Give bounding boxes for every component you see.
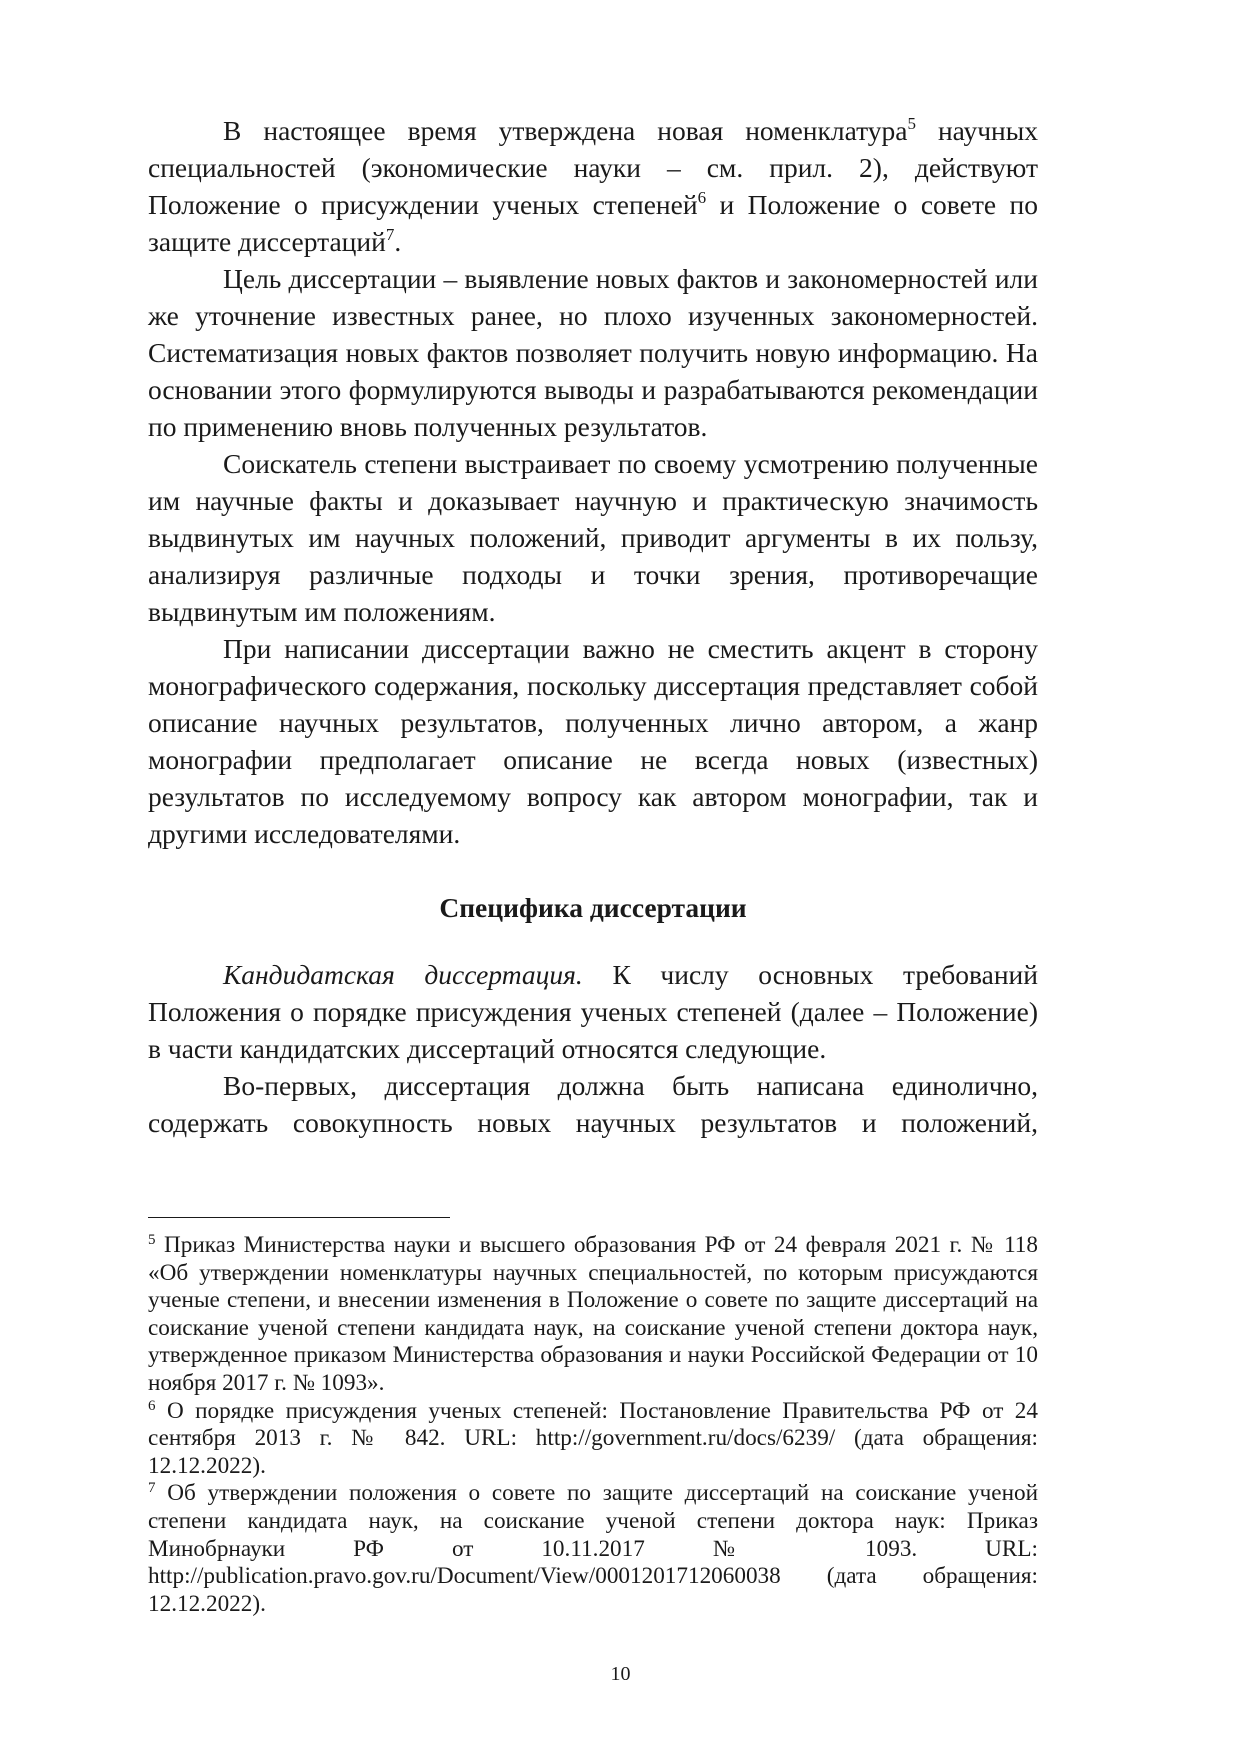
paragraph-1: В настоящее время утверждена новая номенклатура$^5$ научных специальностей (экономические науки – см. прил. 2), действуют Положение о присуждении ученых степеней$^6$ и Положение о совете по защите диссертаций$^7$. bbox=[148, 114, 1038, 257]
footnotes bbox=[148, 1232, 1038, 1618]
page-number: 10 bbox=[610, 1663, 631, 1685]
paragraph-5: Кандидатская диссертация. К числу основных требований Положения о порядке присуждения ученых степеней (далее – Положение) в части кандидатских диссертаций относятся следующие. bbox=[148, 959, 1038, 1064]
footnote-7: $^7$ Об утверждении положения о совете по защите диссертаций на соискание ученой степени кандидата наук, на соискание ученой степени доктора наук: Приказ Минобрнауки РФ от 10.11.2017 № 1093. URL: http://publication.pravo.gov.ru/Document/View/0001201712060038 (дата обращения: 12.12.2022). bbox=[148, 1480, 1038, 1617]
footnote-ref-5[interactable]: 5 bbox=[907, 114, 916, 133]
footnote-ref-6[interactable]: 6 bbox=[697, 188, 707, 207]
italic-lead: Кандидатская диссертация. bbox=[223, 959, 583, 990]
footnote-link[interactable]: http://publication.pravo.gov.ru/Document/View/0001201712060038 bbox=[148, 1563, 781, 1590]
paragraph-3: Соискатель степени выстраивает по своему усмотрению полученные им научные факты и доказывает научную и практическую значимость выдвинутых им научных положений, приводит аргументы в их пользу, анализируя различные подходы и точки зрения, противоречащие выдвинутым им положениям. bbox=[148, 448, 1038, 627]
body-text bbox=[148, 112, 1038, 1141]
paragraph-4: При написании диссертации важно не сместить акцент в сторону монографического содержания, поскольку диссертация представляет собой описание научных результатов, полученных лично автором, а жанр монографии предполагает описание не всегда новых (известных) результатов по исследуемому вопросу как автором монографии, так и другими исследователями. bbox=[148, 633, 1038, 849]
paragraph-6: Во-первых, диссертация должна быть написана единолично, содержать совокупность новых научных результатов и положений, bbox=[148, 1070, 1038, 1138]
page-content bbox=[148, 112, 1038, 1141]
footnote-5: $^5$ Приказ Министерства науки и высшего образования РФ от 24 февраля 2021 г. № 118 «Об утверждении номенклатуры научных специальностей, по которым присуждаются ученые степени, и внесении изменения в Положение о совете по защите диссертаций на соискание ученой степени кандидата наук, на соискание ученой степени доктора наук, утвержденное приказом Министерства образования и науки Российской Федерации от 10 ноября 2017 г. № 1093». bbox=[148, 1232, 1038, 1396]
footnote-number: 5 bbox=[148, 1232, 156, 1248]
paragraph-2: Цель диссертации – выявление новых фактов и закономерностей или же уточнение известных ранее, но плохо изученных закономерностей. Систематизация новых фактов позволяет получить новую информацию. На основании этого формулируются выводы и разрабатываются рекомендации по применению вновь полученных результатов. bbox=[148, 263, 1038, 442]
footnote-divider bbox=[148, 1217, 450, 1218]
footnote-number: 7 bbox=[148, 1480, 156, 1497]
footnote-number: 6 bbox=[148, 1397, 156, 1414]
section-heading: Специфика диссертации bbox=[439, 892, 747, 923]
footnote-6: $^6$ О порядке присуждения ученых степеней: Постановление Правительства РФ от 24 сентября 2013 г. № 842. URL: http://government.ru/docs/6239/ (дата обращения: 12.12.2022). bbox=[148, 1397, 1038, 1479]
footnote-ref-7[interactable]: 7 bbox=[385, 225, 395, 244]
